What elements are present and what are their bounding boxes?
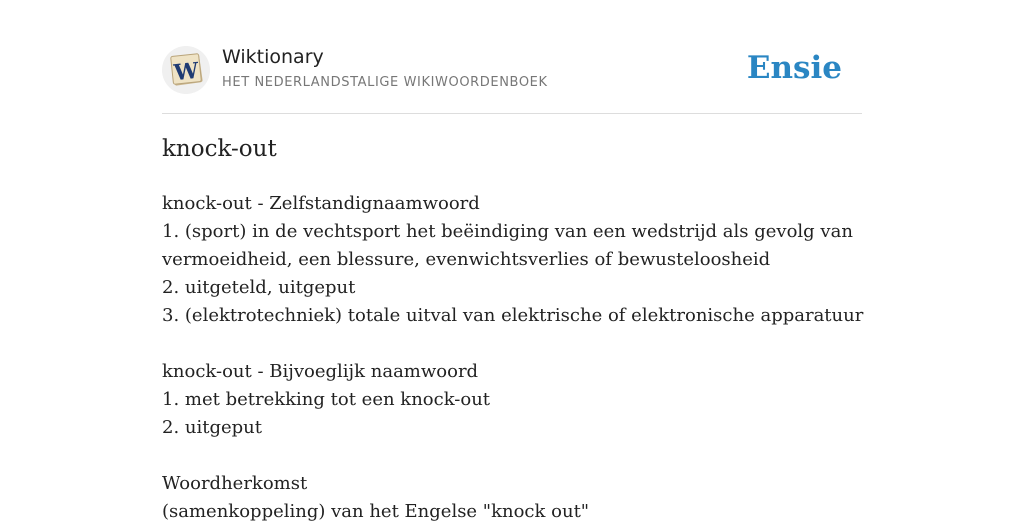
spacer bbox=[162, 330, 852, 358]
header-divider bbox=[162, 113, 862, 114]
ensie-brand-link[interactable]: Ensie bbox=[746, 50, 842, 86]
noun-heading: knock-out - Zelfstandignaamwoord bbox=[162, 193, 480, 214]
site-header bbox=[162, 44, 862, 96]
svg-text:W: W bbox=[172, 57, 200, 87]
page-title: knock-out bbox=[162, 136, 277, 162]
noun-definition-1-line-2: vermoeidheid, een blessure, evenwichtsverlies of bewusteloosheid bbox=[162, 249, 771, 270]
adjective-definition-2: 2. uitgeput bbox=[162, 417, 263, 438]
site-tagline: HET NEDERLANDSTALIGE WIKIWOORDENBOEK bbox=[222, 75, 548, 90]
etymology-heading: Woordherkomst bbox=[162, 473, 308, 494]
spacer bbox=[162, 442, 852, 470]
site-name[interactable]: Wiktionary bbox=[222, 46, 324, 68]
etymology-text: (samenkoppeling) van het Engelse "knock out" bbox=[162, 501, 590, 522]
noun-definition-1-line-1: 1. (sport) in de vechtsport het beëindiging van een wedstrijd als gevolg van bbox=[162, 221, 853, 242]
adjective-definition-1: 1. met betrekking tot een knock-out bbox=[162, 389, 491, 410]
noun-definition-2: 2. uitgeteld, uitgeput bbox=[162, 277, 356, 298]
noun-definition-3: 3. (elektrotechniek) totale uitval van elektrische of elektronische apparatuur bbox=[162, 305, 864, 326]
adjective-heading: knock-out - Bijvoeglijk naamwoord bbox=[162, 361, 479, 382]
definition-content bbox=[162, 190, 864, 526]
wiktionary-logo-icon[interactable] bbox=[162, 46, 210, 94]
